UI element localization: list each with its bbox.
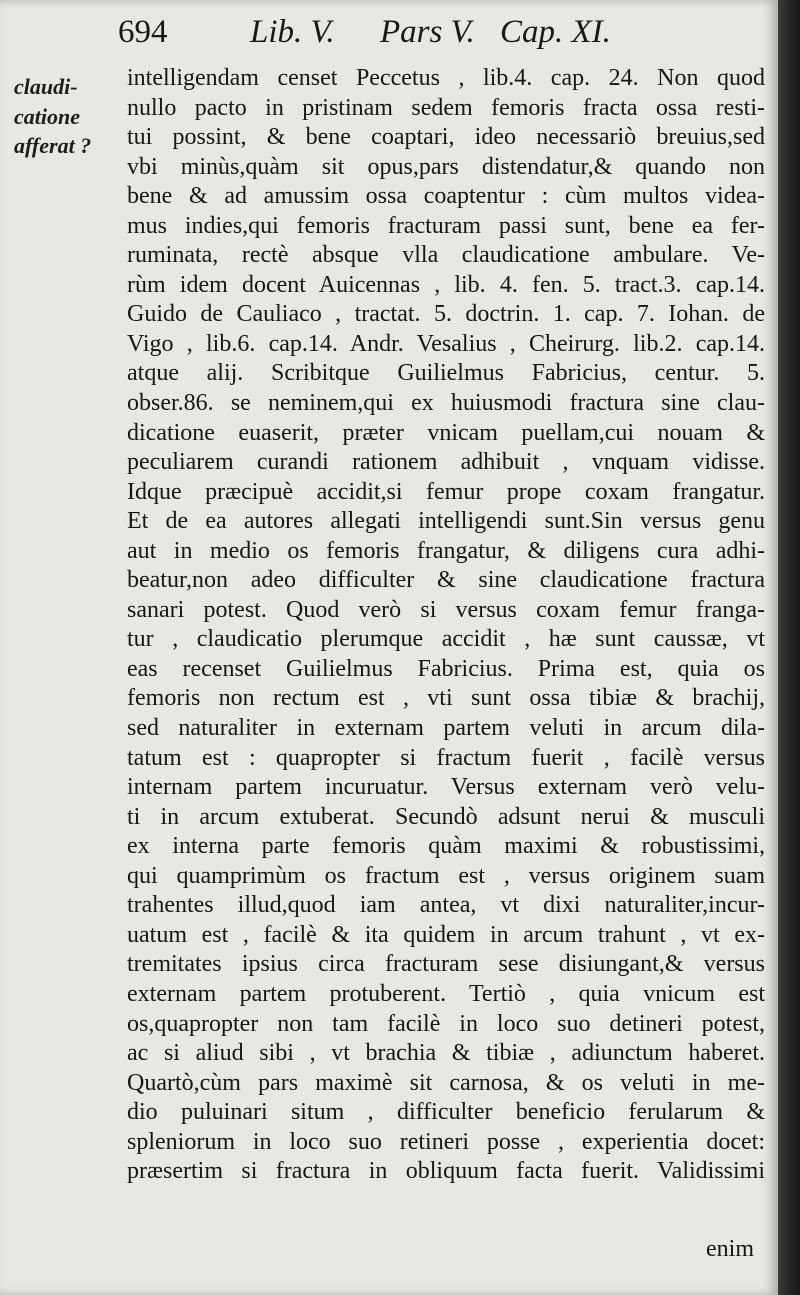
text-line: Vigo , lib.6. cap.14. Andr. Vesalius , Cheirurg. lib.2. cap.14.: [127, 330, 765, 357]
book-edge-shadow: [778, 0, 800, 1295]
text-line: peculiarem curandi rationem adhibuit , vnquam vidisse.: [127, 449, 765, 476]
text-line: vbi minùs,quàm sit opus,pars distendatur,& quando non: [127, 153, 765, 180]
text-line: externam partem protuberent. Tertiò , quia vnicum est: [127, 980, 765, 1007]
text-line: tatum est : quapropter si fractum fuerit , facilè versus: [127, 744, 765, 771]
text-line: tui possint, & bene coaptari, ideo necessariò breuius,sed: [127, 124, 765, 151]
marginal-note: [14, 72, 124, 161]
text-line: tremitates ipsius circa fracturam sese disiungant,& versus: [127, 951, 765, 978]
text-line: eas recenset Guilielmus Fabricius. Prima est, quia os: [127, 655, 765, 682]
text-line: trahentes illud,quod iam antea, vt dixi naturaliter,incur-: [127, 892, 765, 919]
text-line: uatum est , facilè & ita quidem in arcum trahunt , vt ex-: [127, 921, 765, 948]
text-line: mus indies,qui femoris fracturam passi sunt, bene ea fer-: [127, 212, 765, 239]
text-line: ac si aliud sibi , vt brachia & tibiæ , adiunctum haberet.: [127, 1040, 765, 1067]
text-line: Idque præcipuè accidit,si femur prope coxam frangatur.: [127, 478, 765, 505]
running-header: [118, 14, 678, 58]
text-line: ruminata, rectè absque vlla claudicatione ambulare. Ve-: [127, 242, 765, 269]
header-cap: Cap. XI.: [500, 14, 611, 50]
text-line: dio puluinari situm , difficulter beneficio ferularum &: [127, 1099, 765, 1126]
text-line: qui quamprimùm os fractum est , versus originem suam: [127, 862, 765, 889]
text-line: ex interna parte femoris quàm maximi & robustissimi,: [127, 833, 765, 860]
text-line: femoris non rectum est , vti sunt ossa tibiæ & brachij,: [127, 685, 765, 712]
text-line: Quartò,cùm pars maximè sit carnosa, & os veluti in me-: [127, 1069, 765, 1096]
text-line: internam partem incuruatur. Versus externam verò velu-: [127, 774, 765, 801]
text-line: præsertim si fractura in obliquum facta fuerit. Validissimi: [127, 1158, 765, 1185]
text-line: nullo pacto in pristinam sedem femoris fracta ossa resti-: [127, 94, 765, 121]
text-line: bene & ad amussim ossa coaptentur : cùm multos videa-: [127, 183, 765, 210]
margin-line: afferat ?: [14, 133, 92, 158]
text-line: Guido de Cauliaco , tractat. 5. doctrin. 1. cap. 7. Iohan. de: [127, 301, 765, 328]
body-text: [127, 64, 765, 1187]
header-lib: Lib. V.: [250, 14, 335, 50]
text-line: atque alij. Scribitque Guilielmus Fabricius, centur. 5.: [127, 360, 765, 387]
text-line: sanari potest. Quod verò si versus coxam femur franga-: [127, 596, 765, 623]
text-line: ti in arcum extuberat. Secundò adsunt nerui & musculi: [127, 803, 765, 830]
text-line: sed naturaliter in externam partem veluti in arcum dila-: [127, 715, 765, 742]
text-line: obser.86. se neminem,qui ex huiusmodi fractura sine clau-: [127, 390, 765, 417]
text-line: spleniorum in loco suo retineri posse , experientia docet:: [127, 1128, 765, 1155]
text-line: dicatione euaserit, præter vnicam puellam,cui nouam &: [127, 419, 765, 446]
text-line: intelligendam censet Peccetus , lib.4. cap. 24. Non quod: [127, 65, 765, 91]
margin-line: claudi-: [14, 74, 78, 99]
text-line: os,quapropter non tam facilè in loco suo detineri potest,: [127, 1010, 765, 1037]
text-line: tur , claudicatio plerumque accidit , hæ sunt caussæ, vt: [127, 626, 765, 653]
page-number: 694: [118, 14, 168, 50]
catchword: enim: [706, 1236, 754, 1262]
margin-line: catione: [14, 103, 80, 129]
text-line: rùm idem docent Auicennas , lib. 4. fen. 5. tract.3. cap.14.: [127, 271, 765, 298]
header-pars: Pars V.: [380, 14, 475, 50]
text-line: aut in medio os femoris frangatur, & diligens cura adhi-: [127, 537, 765, 564]
text-line: Et de ea autores allegati intelligendi sunt.Sin versus genu: [127, 508, 765, 535]
text-line: beatur,non adeo difficulter & sine claudicatione fractura: [127, 567, 765, 594]
